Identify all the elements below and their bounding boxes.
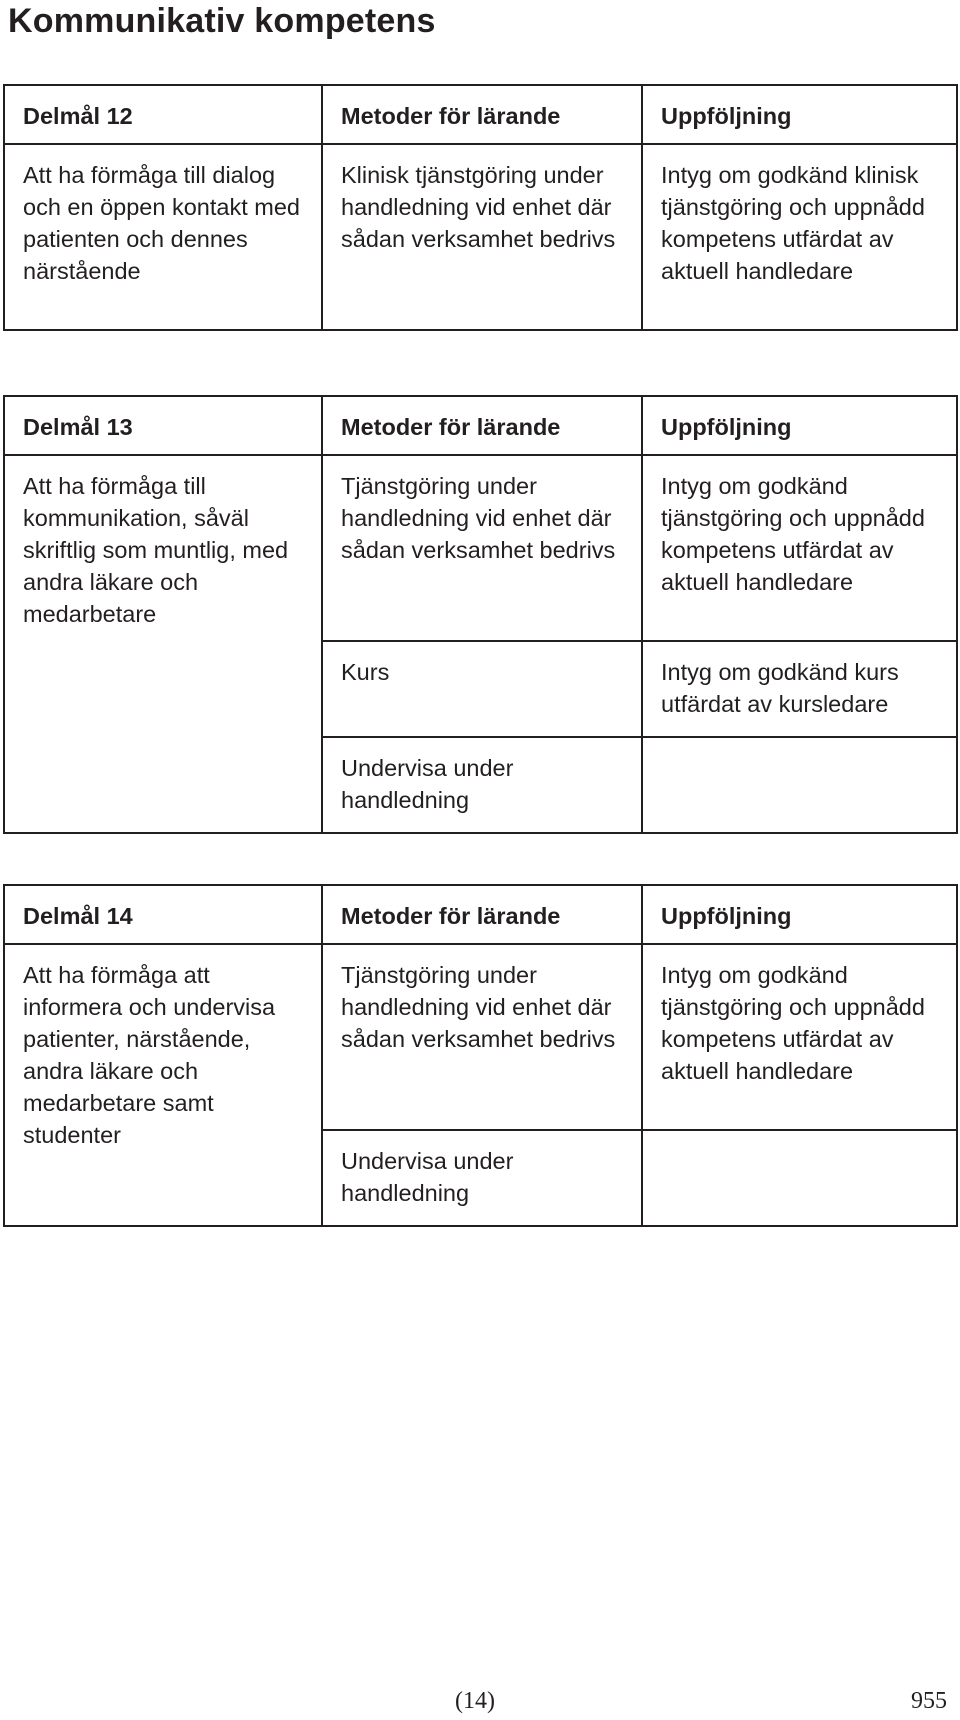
page-number: 955 <box>911 1688 947 1714</box>
followup-cell: Intyg om godkänd klinisk tjänstgöring och uppnådd kompetens utfärdat av aktuell handledare <box>642 144 957 330</box>
followup-cell: Intyg om godkänd kurs utfärdat av kursledare <box>642 641 957 737</box>
goal-header: Delmål 13 <box>4 396 322 455</box>
methods-header: Metoder för lärande <box>322 85 642 144</box>
section-number: (14) <box>455 1688 495 1714</box>
page-title: Kommunikativ kompetens <box>8 2 436 40</box>
delmal-14-table <box>3 884 958 1227</box>
method-cell: Klinisk tjänstgöring under handledning vid enhet där sådan verksamhet bedrivs <box>322 144 642 330</box>
method-cell: Tjänstgöring under handledning vid enhet där sådan verksamhet bedrivs <box>322 944 642 1130</box>
methods-header: Metoder för lärande <box>322 885 642 944</box>
goal-description: Att ha förmåga till kommunikation, såväl skriftlig som muntlig, med andra läkare och medarbetare <box>4 455 322 833</box>
table-row <box>4 144 957 330</box>
goal-description: Att ha förmåga att informera och undervisa patienter, närstående, andra läkare och medarbetare samt studenter <box>4 944 322 1226</box>
table-header-row <box>4 396 957 455</box>
goal-description: Att ha förmåga till dialog och en öppen kontakt med patienten och dennes närstående <box>4 144 322 330</box>
goal-header: Delmål 14 <box>4 885 322 944</box>
delmal-13-table <box>3 395 958 834</box>
followup-cell: Intyg om godkänd tjänstgöring och uppnådd kompetens utfärdat av aktuell handledare <box>642 944 957 1130</box>
method-cell: Kurs <box>322 641 642 737</box>
method-cell: Tjänstgöring under handledning vid enhet där sådan verksamhet bedrivs <box>322 455 642 641</box>
method-cell: Undervisa under handledning <box>322 1130 642 1226</box>
delmal-12-table <box>3 84 958 331</box>
goal-header: Delmål 12 <box>4 85 322 144</box>
followup-cell <box>642 1130 957 1226</box>
followup-cell: Intyg om godkänd tjänstgöring och uppnådd kompetens utfärdat av aktuell handledare <box>642 455 957 641</box>
table-row <box>4 455 957 641</box>
followup-header: Uppföljning <box>642 885 957 944</box>
method-cell: Undervisa under handledning <box>322 737 642 833</box>
followup-header: Uppföljning <box>642 85 957 144</box>
table-header-row <box>4 85 957 144</box>
table-header-row <box>4 885 957 944</box>
followup-cell <box>642 737 957 833</box>
methods-header: Metoder för lärande <box>322 396 642 455</box>
followup-header: Uppföljning <box>642 396 957 455</box>
table-row <box>4 944 957 1130</box>
